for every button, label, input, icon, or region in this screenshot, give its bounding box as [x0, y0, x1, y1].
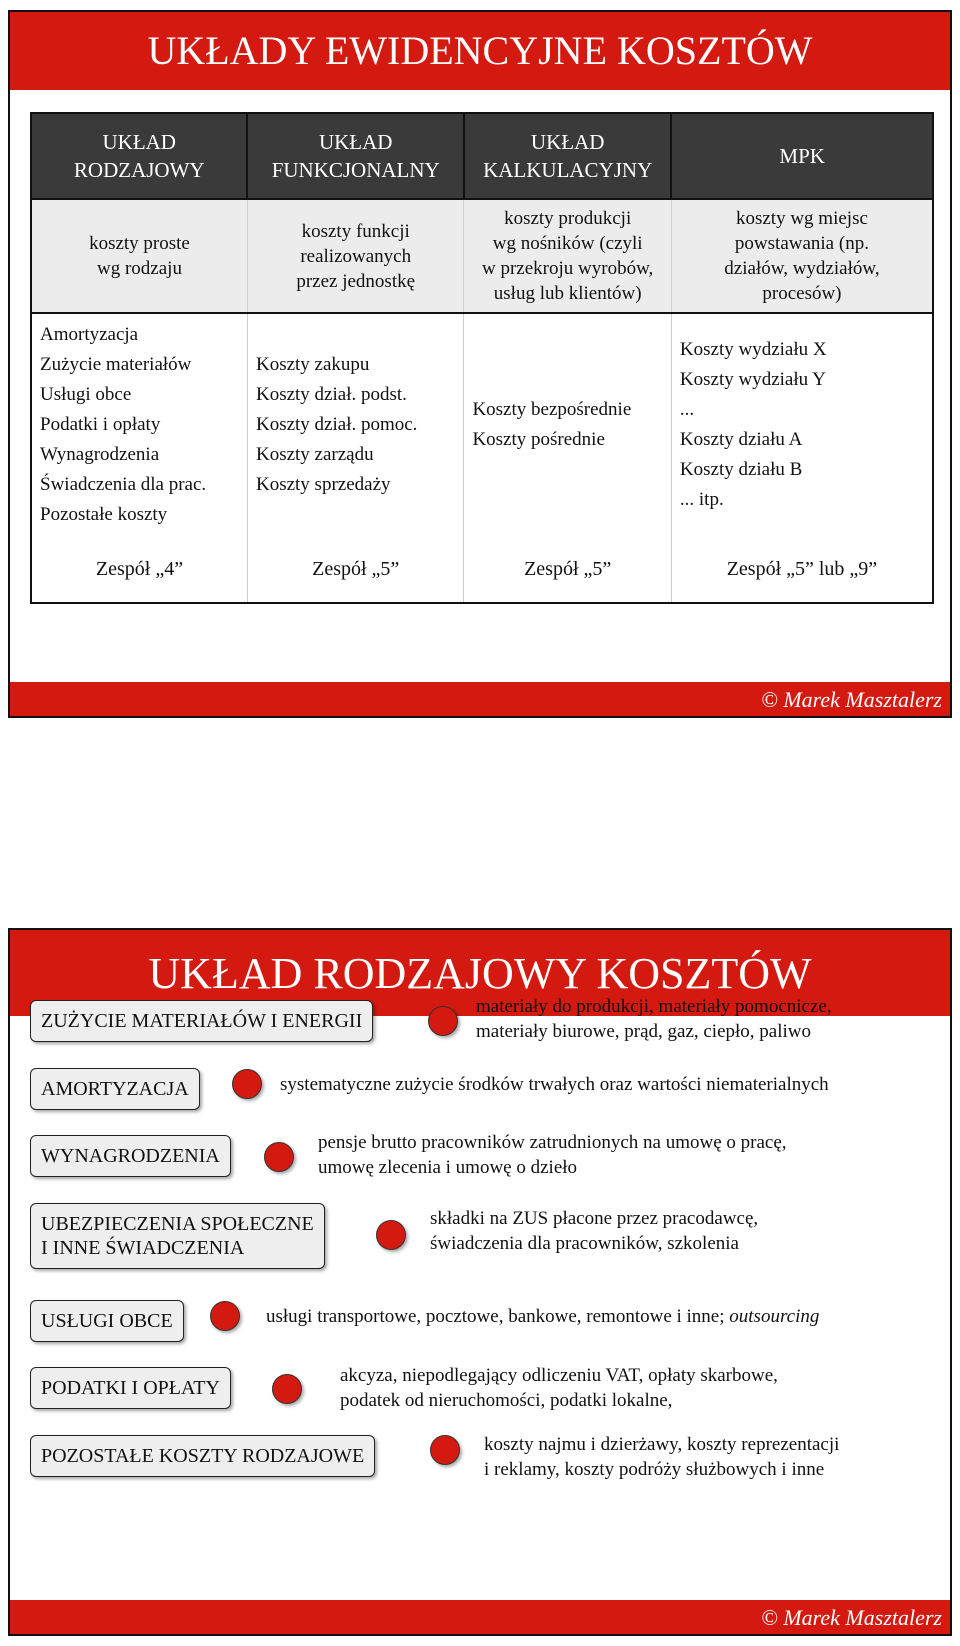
- desc-line: w przekroju wyrobów,: [482, 258, 654, 279]
- category-box-depreciation: [30, 1068, 200, 1110]
- category-description: [430, 1206, 758, 1256]
- desc-line: podatek od nieruchomości, podatki lokalne,: [340, 1390, 673, 1411]
- category-description: [318, 1130, 787, 1180]
- desc-line: składki na ZUS płacone przez pracodawcę,: [430, 1208, 759, 1229]
- desc-line: usługi transportowe, pocztowe, bankowe, remontowe i inne;: [266, 1306, 725, 1327]
- list-item: Podatki i opłaty: [40, 414, 161, 435]
- header-mpk: [671, 113, 933, 199]
- list-item: Usługi obce: [40, 384, 132, 405]
- desc-rodzajowy: [31, 199, 247, 313]
- header-line: RODZAJOWY: [73, 158, 205, 182]
- category-label: POZOSTAŁE KOSZTY RODZAJOWE: [41, 1445, 365, 1467]
- bullet-dot: [264, 1142, 294, 1172]
- category-label: ZUŻYCIE MATERIAŁÓW I ENERGII: [41, 1010, 363, 1032]
- category-label: AMORTYZACJA: [41, 1078, 189, 1100]
- list-item: ...: [679, 399, 695, 420]
- desc-line: powstawania (np.: [734, 233, 869, 254]
- desc-line: koszty najmu i dzierżawy, koszty reprezentacji: [484, 1434, 840, 1455]
- header-line: MPK: [779, 144, 825, 168]
- bullet-dot: [376, 1220, 406, 1250]
- items-rodzajowy: [31, 313, 247, 536]
- team-kalkulacyjny: Zespół „5”: [464, 536, 671, 603]
- desc-line: materiały do produkcji, materiały pomocnicze,: [476, 996, 832, 1017]
- category-label: UBEZPIECZENIA SPOŁECZNE: [41, 1213, 314, 1235]
- list-item: ... itp.: [679, 489, 724, 510]
- desc-line: działów, wydziałów,: [724, 258, 880, 279]
- desc-line: akcyza, niepodlegający odliczeniu VAT, opłaty skarbowe,: [340, 1365, 778, 1386]
- desc-line: materiały biurowe, prąd, gaz, ciepło, paliwo: [476, 1021, 812, 1042]
- category-label: WYNAGRODZENIA: [41, 1145, 220, 1167]
- list-item: Koszty działu B: [679, 459, 803, 480]
- header-line: UKŁAD: [318, 130, 393, 154]
- slide-cost-systems: [8, 10, 952, 718]
- list-item: Wynagrodzenia: [40, 444, 160, 465]
- category-label: I INNE ŚWIADCZENIA: [41, 1237, 245, 1259]
- list-item: Koszty bezpośrednie: [472, 399, 632, 420]
- list-item: Koszty zarządu: [255, 444, 374, 465]
- category-box-external-services: [30, 1300, 184, 1342]
- bullet-dot: [430, 1435, 460, 1465]
- slide2-footer: © Marek Masztalerz: [10, 1600, 950, 1634]
- list-item: Koszty wydziału Y: [679, 369, 826, 390]
- header-line: UKŁAD: [530, 130, 605, 154]
- desc-kalkulacyjny: [464, 199, 671, 313]
- desc-line: przez jednostkę: [296, 270, 416, 292]
- desc-line: pensje brutto pracowników zatrudnionych na umowę o pracę,: [318, 1132, 787, 1153]
- bullet-dot: [210, 1301, 240, 1331]
- desc-line: usług lub klientów): [493, 283, 642, 304]
- category-box-social-insurance: [30, 1203, 325, 1269]
- items-mpk: [671, 313, 933, 536]
- slide1-footer: © Marek Masztalerz: [10, 682, 950, 716]
- list-item: Amortyzacja: [40, 324, 139, 345]
- category-description: [484, 1432, 839, 1482]
- category-description: [266, 1304, 819, 1329]
- header-line: FUNKCJONALNY: [271, 158, 440, 182]
- desc-line: umowę zlecenia i umowę o dzieło: [318, 1157, 578, 1178]
- header-funkcjonalny: [247, 113, 463, 199]
- desc-line: koszty funkcji: [301, 220, 410, 242]
- bullet-dot: [232, 1069, 262, 1099]
- list-item: Koszty wydziału X: [679, 339, 827, 360]
- header-line: KALKULACYJNY: [483, 158, 653, 182]
- cost-systems-table: [30, 112, 934, 604]
- category-label: USŁUGI OBCE: [41, 1310, 173, 1332]
- desc-funkcjonalny: [247, 199, 463, 313]
- list-item: Koszty zakupu: [255, 354, 370, 375]
- list-item: Koszty dział. podst.: [255, 384, 407, 405]
- desc-mpk: [671, 199, 933, 313]
- list-item: Koszty pośrednie: [472, 429, 605, 450]
- bullet-dot: [428, 1006, 458, 1036]
- header-rodzajowy: [31, 113, 247, 199]
- items-funkcjonalny: [247, 313, 463, 536]
- desc-line: systematyczne zużycie środków trwałych oraz wartości niematerialnych: [280, 1074, 829, 1095]
- header-kalkulacyjny: [464, 113, 671, 199]
- desc-line: wg nośników (czyli: [492, 233, 643, 254]
- slide1-title: UKŁADY EWIDENCYJNE KOSZTÓW: [10, 12, 950, 90]
- desc-line: realizowanych: [300, 245, 412, 267]
- category-box-taxes: [30, 1367, 231, 1409]
- desc-line: wg rodzaju: [97, 258, 182, 279]
- category-label: PODATKI I OPŁATY: [41, 1377, 220, 1399]
- desc-line: i reklamy, koszty podróży służbowych i inne: [484, 1459, 825, 1480]
- list-item: Koszty dział. pomoc.: [255, 414, 418, 435]
- category-box-wages: [30, 1135, 231, 1177]
- desc-line: koszty produkcji: [504, 208, 632, 229]
- desc-line: koszty proste: [89, 233, 190, 254]
- list-item: Świadczenia dla prac.: [40, 474, 207, 495]
- category-description: [280, 1072, 829, 1097]
- desc-line: procesów): [762, 283, 842, 304]
- category-box-materials: [30, 1000, 373, 1042]
- list-item: Koszty sprzedaży: [255, 474, 391, 495]
- category-description: [340, 1363, 778, 1413]
- slide-cost-by-type: [8, 928, 952, 1636]
- desc-line: świadczenia dla pracowników, szkolenia: [430, 1233, 739, 1254]
- category-box-other-costs: [30, 1435, 375, 1477]
- team-funkcjonalny: Zespół „5”: [247, 536, 463, 603]
- list-item: Zużycie materiałów: [40, 354, 192, 375]
- list-item: Koszty działu A: [679, 429, 803, 450]
- desc-line: koszty wg miejsc: [735, 208, 868, 229]
- items-kalkulacyjny: [464, 313, 671, 536]
- desc-italic: outsourcing: [729, 1306, 820, 1327]
- team-rodzajowy: Zespół „4”: [31, 536, 247, 603]
- list-item: Pozostałe koszty: [40, 504, 168, 525]
- header-line: UKŁAD: [102, 130, 176, 154]
- category-description: [476, 994, 832, 1044]
- team-mpk: Zespół „5” lub „9”: [671, 536, 933, 603]
- slide2-title: UKŁAD RODZAJOWY KOSZTÓW: [10, 930, 950, 1016]
- bullet-dot: [272, 1374, 302, 1404]
